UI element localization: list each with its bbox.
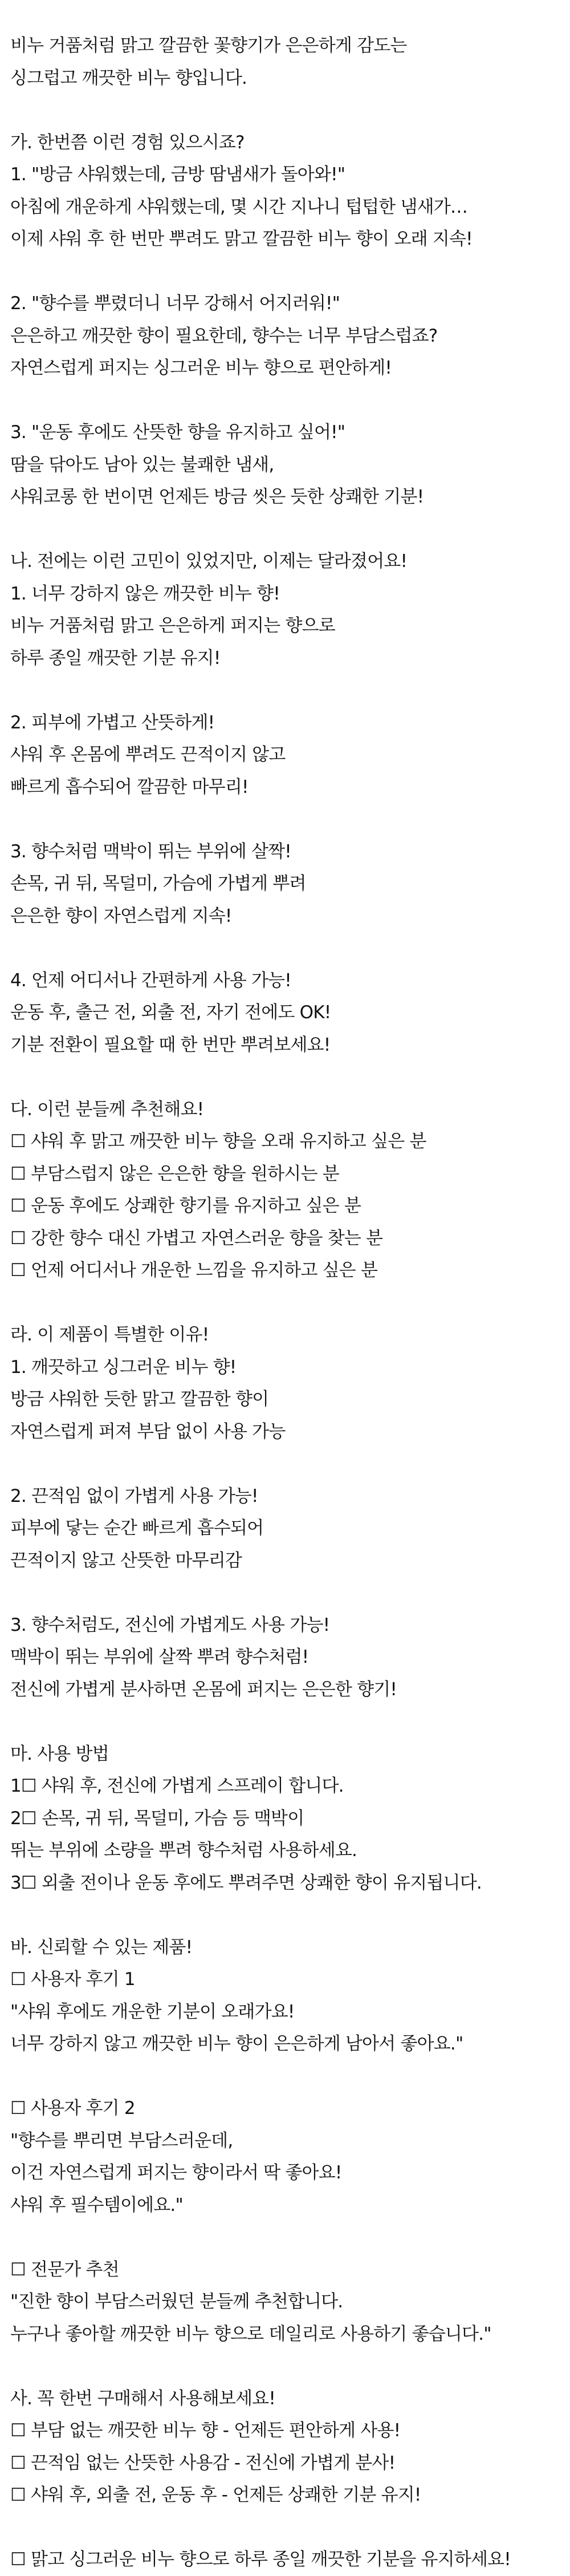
text-line: ☐ 사용자 후기 1 xyxy=(10,1969,135,1990)
text-line: 비누 거품처럼 맑고 은은하게 퍼지는 향으로 xyxy=(10,615,335,636)
paragraph-spacer xyxy=(10,1287,570,1319)
paragraph xyxy=(10,287,570,384)
text-line: 3. 향수처럼 맥박이 뛰는 부위에 살짝! xyxy=(10,841,291,862)
text-line: 하루 종일 깨끗한 기분 유지! xyxy=(10,647,221,669)
text-line: 은은한 향이 자연스럽게 지속! xyxy=(10,905,232,926)
text-line: 은은하고 깨끗한 향이 필요한데, 향수는 너무 부담스럽죠? xyxy=(10,325,438,346)
paragraph xyxy=(10,2383,570,2512)
paragraph xyxy=(10,1480,570,1577)
text-line: 자연스럽게 퍼져 부담 없이 사용 가능 xyxy=(10,1421,286,1442)
text-line: 뛰는 부위에 소량을 뿌려 향수처럼 사용하세요. xyxy=(10,1840,357,1861)
text-line: 3☐ 외출 전이나 운동 후에도 뿌려주면 상쾌한 향이 유지됩니다. xyxy=(10,1872,482,1893)
text-line: 2. 피부에 가볍고 산뜻하게! xyxy=(10,712,215,733)
paragraph-spacer xyxy=(10,94,570,127)
text-line: 2☐ 손목, 귀 뒤, 목덜미, 가슴 등 맥박이 xyxy=(10,1808,304,1829)
text-line: 1. "방금 샤워했는데, 금방 땀냄새가 돌아와!" xyxy=(10,164,345,185)
text-line: 3. 향수처럼도, 전신에 가볍게도 사용 가능! xyxy=(10,1614,330,1635)
text-line: ☐ 부담스럽지 않은 은은한 향을 원하시는 분 xyxy=(10,1163,339,1184)
text-line: 운동 후, 출근 전, 외출 전, 자기 전에도 OK! xyxy=(10,1002,331,1023)
paragraph-spacer xyxy=(10,2221,570,2254)
paragraph-spacer xyxy=(10,1448,570,1480)
paragraph xyxy=(10,836,570,933)
text-line: 가. 한번쯤 이런 경험 있으시죠? xyxy=(10,132,245,153)
text-line: 기분 전환이 필요할 때 한 번만 뿌려보세요! xyxy=(10,1034,331,1055)
paragraph xyxy=(10,707,570,804)
paragraph-spacer xyxy=(10,256,570,288)
paragraph xyxy=(10,416,570,513)
text-line: 샤워코롱 한 번이면 언제든 방금 씻은 듯한 상쾌한 기분! xyxy=(10,487,424,507)
text-line: 누구나 좋아할 깨끗한 비누 향으로 데일리로 사용하기 좋습니다." xyxy=(10,2323,491,2344)
paragraph xyxy=(10,2092,570,2221)
paragraph xyxy=(10,545,570,674)
text-line: 싱그럽고 깨끗한 비누 향입니다. xyxy=(10,67,247,88)
text-line: 자연스럽게 퍼지는 싱그러운 비누 향으로 편안하게! xyxy=(10,358,392,378)
text-line: 사. 꼭 한번 구매해서 사용해보세요! xyxy=(10,2388,275,2409)
text-line: 3. "운동 후에도 산뜻한 향을 유지하고 싶어!" xyxy=(10,422,345,443)
paragraph-spacer xyxy=(10,2350,570,2383)
text-line: 2. "향수를 뿌렸더니 너무 강해서 어지러워!" xyxy=(10,293,340,314)
paragraph-spacer xyxy=(10,1706,570,1738)
text-line: ☐ 전문가 추천 xyxy=(10,2259,119,2280)
text-line: 마. 사용 방법 xyxy=(10,1743,109,1764)
paragraph xyxy=(10,1319,570,1448)
text-line: ☐ 운동 후에도 상쾌한 향기를 유지하고 싶은 분 xyxy=(10,1196,361,1216)
text-line: 비누 거품처럼 맑고 깔끔한 꽃향기가 은은하게 감도는 xyxy=(10,35,407,56)
text-line: 맥박이 뛰는 부위에 살짝 뿌려 향수처럼! xyxy=(10,1647,309,1667)
paragraph-spacer xyxy=(10,1899,570,1931)
text-line: ☐ 사용자 후기 2 xyxy=(10,2098,135,2119)
paragraph-spacer xyxy=(10,803,570,836)
text-line: 피부에 닿는 순간 빠르게 흡수되어 xyxy=(10,1518,264,1538)
text-line: ☐ 끈적임 없는 산뜻한 사용감 - 전신에 가볍게 분사! xyxy=(10,2452,396,2473)
paragraph xyxy=(10,2254,570,2351)
text-line: 끈적이지 않고 산뜻한 마무리감 xyxy=(10,1550,242,1571)
text-line: 땀을 닦아도 남아 있는 불쾌한 냄새, xyxy=(10,454,274,475)
paragraph xyxy=(10,965,570,1062)
paragraph xyxy=(10,1738,570,1899)
paragraph xyxy=(10,127,570,256)
text-line: 4. 언제 어디서나 간편하게 사용 가능! xyxy=(10,970,291,991)
text-line: ☐ 부담 없는 깨끗한 비누 향 - 언제든 편안하게 사용! xyxy=(10,2420,401,2441)
text-line: ☐ 샤워 후, 외출 전, 운동 후 - 언제든 상쾌한 기분 유지! xyxy=(10,2485,421,2505)
text-line: 라. 이 제품이 특별한 이유! xyxy=(10,1325,209,1345)
text-line: 이건 자연스럽게 퍼지는 향이라서 딱 좋아요! xyxy=(10,2162,342,2183)
text-line: 나. 전에는 이런 고민이 있었지만, 이제는 달라졌어요! xyxy=(10,551,408,572)
text-line: 다. 이런 분들께 추천해요! xyxy=(10,1099,204,1120)
text-line: 손목, 귀 뒤, 목덜미, 가슴에 가볍게 뿌려 xyxy=(10,873,306,894)
text-line: "향수를 뿌리면 부담스러운데, xyxy=(10,2130,233,2151)
text-line: 바. 신뢰할 수 있는 제품! xyxy=(10,1937,193,1958)
paragraph-spacer xyxy=(10,2512,570,2544)
paragraph xyxy=(10,1609,570,1706)
paragraph-spacer xyxy=(10,932,570,965)
text-line: ☐ 언제 어디서나 개운한 느낌을 유지하고 싶은 분 xyxy=(10,1260,378,1281)
text-line: 방금 샤워한 듯한 맑고 깔끔한 향이 xyxy=(10,1389,269,1409)
paragraph-spacer xyxy=(10,1577,570,1609)
paragraph xyxy=(10,2543,570,2576)
text-line: ☐ 강한 향수 대신 가볍고 자연스러운 향을 찾는 분 xyxy=(10,1228,383,1249)
text-line: 이제 샤워 후 한 번만 뿌려도 맑고 깔끔한 비누 향이 오래 지속! xyxy=(10,229,473,249)
paragraph-spacer xyxy=(10,384,570,417)
paragraph xyxy=(10,30,570,94)
paragraph xyxy=(10,1931,570,2060)
text-line: 1. 깨끗하고 싱그러운 비누 향! xyxy=(10,1356,237,1378)
paragraph-spacer xyxy=(10,674,570,707)
paragraph xyxy=(10,1093,570,1287)
text-line: 1☐ 샤워 후, 전신에 가볍게 스프레이 합니다. xyxy=(10,1776,344,1796)
text-line: "진한 향이 부담스러웠던 분들께 추천합니다. xyxy=(10,2291,343,2312)
text-line: 너무 강하지 않고 깨끗한 비누 향이 은은하게 남아서 좋아요." xyxy=(10,2034,463,2054)
paragraph-spacer xyxy=(10,2060,570,2093)
text-line: "샤워 후에도 개운한 기분이 오래가요! xyxy=(10,2001,295,2022)
text-line: 전신에 가볍게 분사하면 온몸에 퍼지는 은은한 향기! xyxy=(10,1679,397,1700)
text-line: 아침에 개운하게 샤워했는데, 몇 시간 지나니 텁텁한 냄새가… xyxy=(10,196,468,217)
text-line: 빠르게 흡수되어 깔끔한 마무리! xyxy=(10,776,249,797)
paragraph-spacer xyxy=(10,1061,570,1093)
paragraph-spacer xyxy=(10,513,570,546)
text-line: 샤워 후 온몸에 뿌려도 끈적이지 않고 xyxy=(10,744,286,765)
text-line: ☐ 샤워 후 맑고 깨끗한 비누 향을 오래 유지하고 싶은 분 xyxy=(10,1131,426,1152)
text-line: 1. 너무 강하지 않은 깨끗한 비누 향! xyxy=(10,583,280,604)
text-line: 샤워 후 필수템이에요." xyxy=(10,2194,183,2215)
text-line: ☐ 맑고 싱그러운 비누 향으로 하루 종일 깨끗한 기분을 유지하세요! xyxy=(10,2549,511,2570)
text-line: 2. 끈적임 없이 가볍게 사용 가능! xyxy=(10,1485,258,1506)
